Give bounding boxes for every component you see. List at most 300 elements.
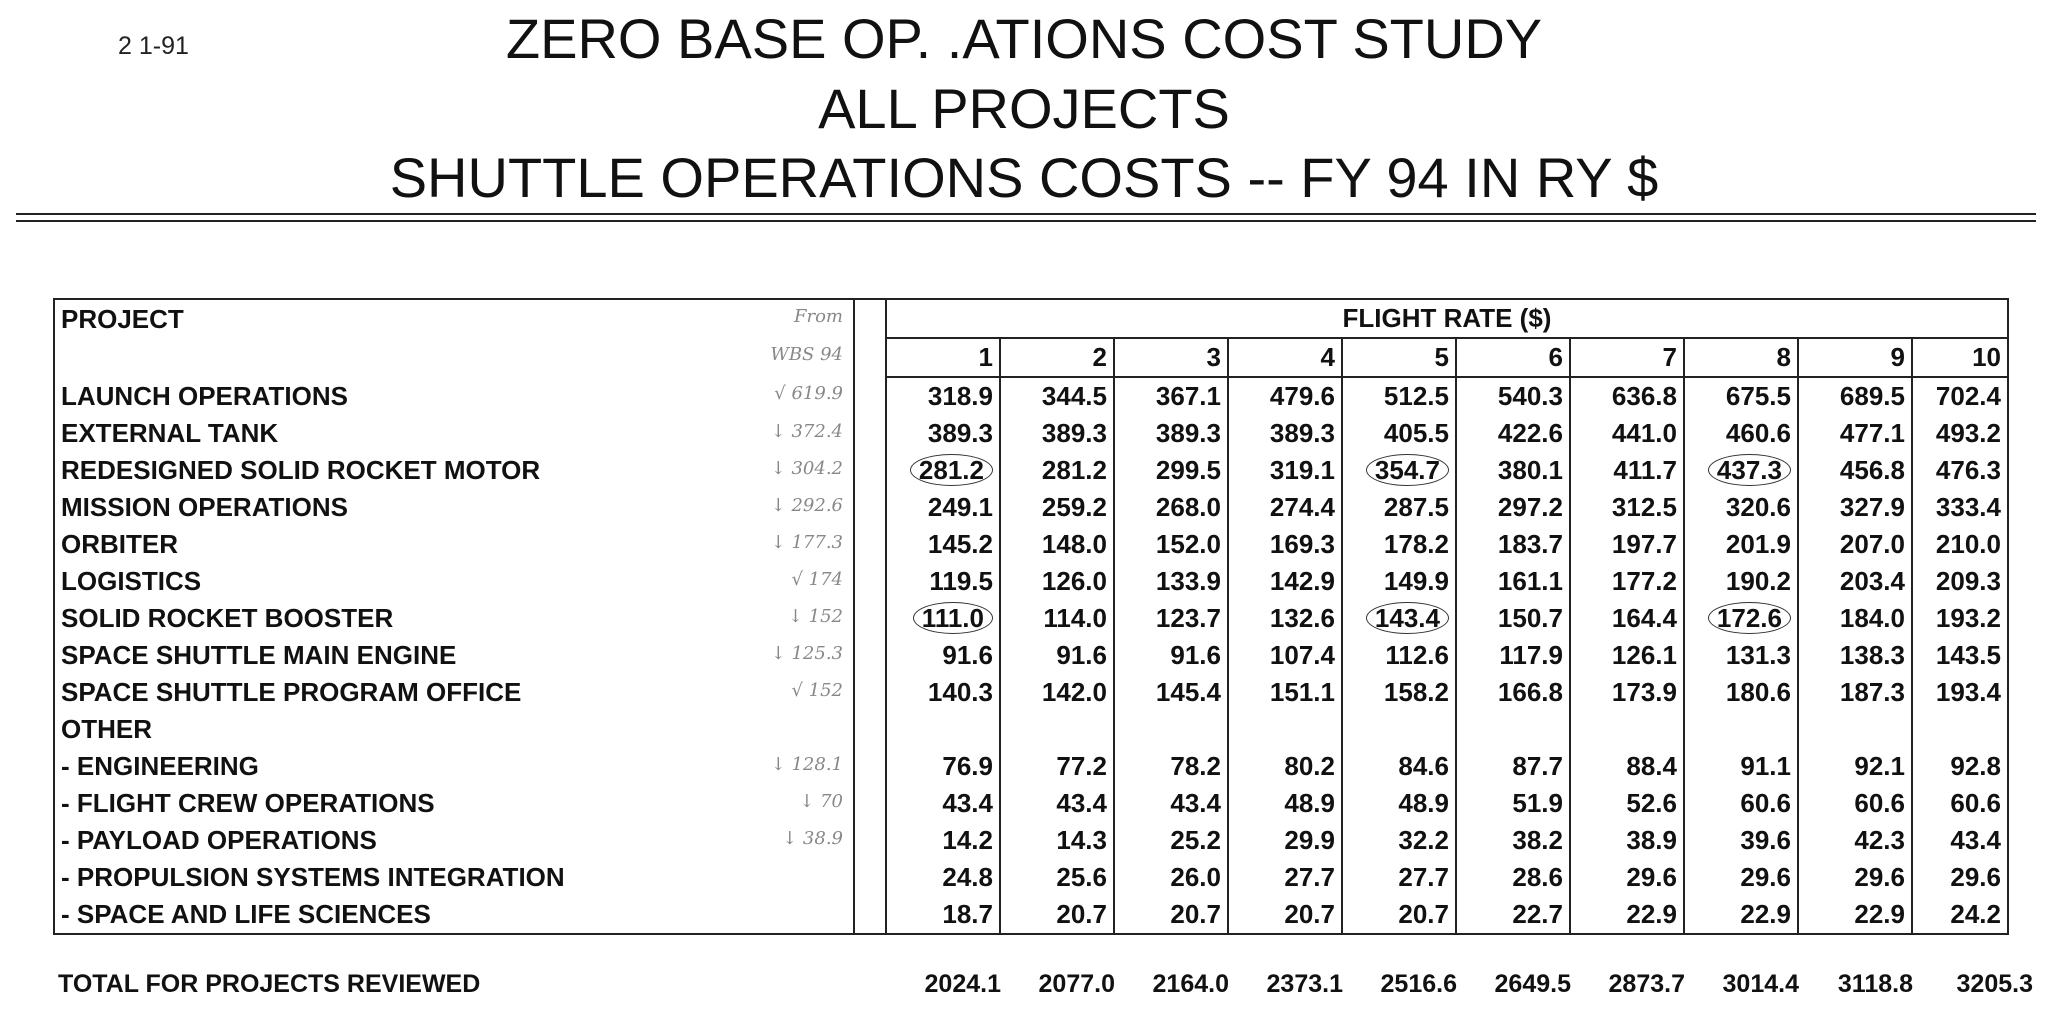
cost-value: 477.1: [1839, 418, 1905, 448]
cost-value: 29.6: [1950, 862, 2001, 892]
cost-cell: [1000, 600, 1114, 637]
table-row: [54, 896, 2008, 934]
cost-cell: [1570, 711, 1684, 748]
cost-value: 22.9: [1854, 899, 1905, 929]
cost-cell: [1912, 711, 2008, 748]
flight-rate-7: 7: [1570, 338, 1684, 377]
project-header-sub: [54, 338, 854, 377]
cost-cell: [1912, 896, 2008, 934]
cost-cell: [1228, 452, 1342, 489]
spacer-cell: [854, 600, 886, 637]
cost-value: 52.6: [1626, 788, 1677, 818]
flight-rate-5: 5: [1342, 338, 1456, 377]
cost-value: 91.6: [942, 640, 993, 670]
cost-value: 22.9: [1626, 899, 1677, 929]
cost-value: 456.8: [1839, 455, 1905, 485]
cost-value: 14.2: [942, 825, 993, 855]
cost-cell: [1570, 526, 1684, 563]
flight-rate-8: 8: [1684, 338, 1798, 377]
cost-cell: [1684, 600, 1798, 637]
spacer-cell: [854, 377, 886, 415]
spacer-cell: [854, 896, 886, 934]
cost-value: 126.1: [1611, 640, 1677, 670]
cost-value: 43.4: [1950, 825, 2001, 855]
cost-cell: [1342, 822, 1456, 859]
flight-rate-4: 4: [1228, 338, 1342, 377]
cost-value: 193.2: [1935, 603, 2001, 633]
cost-cell: [1228, 489, 1342, 526]
cost-value: 209.3: [1935, 566, 2001, 596]
cost-value: 91.6: [1056, 640, 1107, 670]
cost-value: 28.6: [1512, 862, 1563, 892]
cost-value: 297.2: [1497, 492, 1563, 522]
cost-value: 87.7: [1512, 751, 1563, 781]
spacer-cell: [854, 748, 886, 785]
cost-cell: [1798, 563, 1912, 600]
cost-value: 20.7: [1170, 899, 1221, 929]
cost-value: 29.6: [1626, 862, 1677, 892]
cost-cell: [1342, 637, 1456, 674]
cost-value: 14.3: [1056, 825, 1107, 855]
table-row: [54, 489, 2008, 526]
spacer-cell: [854, 563, 886, 600]
cost-cell: [886, 822, 1000, 859]
project-name-label: - FLIGHT CREW OPERATIONS: [61, 788, 435, 818]
cost-cell: [1684, 674, 1798, 711]
cost-cell: [1798, 600, 1912, 637]
cost-value: 636.8: [1611, 381, 1677, 411]
cost-cell: [1000, 785, 1114, 822]
cost-cell: [1570, 674, 1684, 711]
cost-cell: [1912, 674, 2008, 711]
cost-cell: [1342, 415, 1456, 452]
cost-cell: [1228, 859, 1342, 896]
handwritten-annotation: ↓ 304.2: [770, 458, 843, 479]
cost-cell: [1114, 452, 1228, 489]
total-value: 2516.6: [1380, 970, 1457, 998]
cost-value: 512.5: [1383, 381, 1449, 411]
cost-table: [53, 298, 2009, 935]
cost-cell: [1342, 377, 1456, 415]
project-name: [54, 896, 854, 934]
cost-cell: [1798, 489, 1912, 526]
project-name: [54, 600, 854, 637]
spacer-cell: [854, 859, 886, 896]
cost-value: 207.0: [1839, 529, 1905, 559]
cost-cell: [1912, 822, 2008, 859]
cost-cell: [1114, 526, 1228, 563]
cost-cell: [1912, 637, 2008, 674]
cost-value: 152.0: [1155, 529, 1221, 559]
cost-value: 149.9: [1383, 566, 1449, 596]
project-name-label: EXTERNAL TANK: [61, 418, 279, 448]
cost-value: 117.9: [1499, 640, 1563, 670]
cost-cell: [1228, 637, 1342, 674]
cost-value: 131.3: [1725, 640, 1791, 670]
cost-value: 437.3: [1708, 454, 1791, 486]
cost-cell: [1000, 822, 1114, 859]
project-name-label: REDESIGNED SOLID ROCKET MOTOR: [61, 455, 541, 485]
cost-value: 173.9: [1611, 677, 1677, 707]
cost-value: 210.0: [1935, 529, 2001, 559]
project-name-label: OTHER: [61, 714, 152, 744]
cost-cell: [1342, 785, 1456, 822]
cost-value: 493.2: [1935, 418, 2001, 448]
cost-cell: [1114, 489, 1228, 526]
cost-value: 48.9: [1284, 788, 1335, 818]
cost-cell: [1000, 859, 1114, 896]
table-row: [54, 377, 2008, 415]
cost-value: 20.7: [1398, 899, 1449, 929]
cost-cell: [886, 859, 1000, 896]
cost-value: 259.2: [1041, 492, 1107, 522]
cost-cell: [1114, 859, 1228, 896]
cost-value: 140.3: [927, 677, 993, 707]
title-divider-top: [16, 213, 2036, 215]
project-name: [54, 637, 854, 674]
cost-cell: [1798, 822, 1912, 859]
cost-value: 29.6: [1854, 862, 1905, 892]
cost-value: 441.0: [1611, 418, 1677, 448]
cost-value: 22.9: [1740, 899, 1791, 929]
table-row: [54, 785, 2008, 822]
total-value: 3014.4: [1722, 970, 1799, 998]
cost-cell: [1114, 896, 1228, 934]
cost-value: 274.4: [1269, 492, 1335, 522]
cost-cell: [1114, 637, 1228, 674]
cost-value: 180.6: [1725, 677, 1791, 707]
spacer-cell: [854, 415, 886, 452]
cost-value: 319.1: [1269, 455, 1335, 485]
cost-cell: [1570, 563, 1684, 600]
cost-value: 169.3: [1269, 529, 1335, 559]
project-name: [54, 859, 854, 896]
cost-cell: [1456, 637, 1570, 674]
cost-cell: [1456, 674, 1570, 711]
cost-cell: [1798, 637, 1912, 674]
cost-cell: [1000, 452, 1114, 489]
spacer-cell: [854, 299, 886, 338]
document-title: ZERO BASE OP. .ATIONS COST STUDY: [505, 7, 1543, 70]
cost-cell: [1456, 822, 1570, 859]
project-name: [54, 377, 854, 415]
document-subtitle: ALL PROJECTS: [818, 77, 1230, 140]
cost-value: 20.7: [1056, 899, 1107, 929]
cost-cell: [1228, 711, 1342, 748]
spacer-cell: [854, 452, 886, 489]
cost-cell: [1000, 896, 1114, 934]
cost-value: 111.0: [913, 602, 993, 634]
cost-value: 367.1: [1155, 381, 1221, 411]
cost-value: 107.4: [1269, 640, 1335, 670]
cost-value: 138.3: [1839, 640, 1905, 670]
cost-value: 133.9: [1155, 566, 1221, 596]
cost-value: 197.7: [1611, 529, 1677, 559]
header-row-1: [54, 299, 2008, 338]
cost-cell: [886, 526, 1000, 563]
cost-value: 479.6: [1269, 381, 1335, 411]
cost-value: 26.0: [1170, 862, 1221, 892]
cost-value: 25.2: [1170, 825, 1221, 855]
cost-cell: [1000, 526, 1114, 563]
project-header-label: PROJECT: [61, 303, 184, 334]
cost-cell: [886, 600, 1000, 637]
project-name: [54, 489, 854, 526]
total-value: 2077.0: [1038, 970, 1115, 998]
handwritten-annotation: ↓ 177.3: [770, 532, 843, 553]
cost-value: 143.4: [1366, 602, 1449, 634]
cost-cell: [1228, 526, 1342, 563]
cost-value: 27.7: [1284, 862, 1335, 892]
total-value: 2024.1: [924, 970, 1001, 998]
cost-cell: [886, 748, 1000, 785]
total-value: 2164.0: [1152, 970, 1229, 998]
project-name-label: LAUNCH OPERATIONS: [61, 380, 348, 411]
cost-value: 119.5: [929, 566, 993, 596]
cost-value: 29.9: [1284, 825, 1335, 855]
cost-cell: [1456, 377, 1570, 415]
cost-value: 114.0: [1043, 603, 1107, 633]
cost-cell: [1456, 415, 1570, 452]
cost-cell: [1456, 896, 1570, 934]
cost-value: 77.2: [1056, 751, 1107, 781]
cost-value: 389.3: [1155, 418, 1221, 448]
cost-cell: [1912, 785, 2008, 822]
cost-value: 91.6: [1170, 640, 1221, 670]
cost-cell: [1456, 748, 1570, 785]
cost-value: 327.9: [1839, 492, 1905, 522]
project-name: [54, 452, 854, 489]
project-name-label: MISSION OPERATIONS: [61, 492, 348, 522]
cost-cell: [1114, 600, 1228, 637]
cost-cell: [1912, 748, 2008, 785]
flight-rate-9: 9: [1798, 338, 1912, 377]
cost-cell: [1684, 896, 1798, 934]
cost-value: 29.6: [1740, 862, 1791, 892]
cost-value: 78.2: [1170, 751, 1221, 781]
cost-cell: [1912, 563, 2008, 600]
table-row: [54, 674, 2008, 711]
project-name: [54, 822, 854, 859]
cost-cell: [1114, 785, 1228, 822]
project-name: [54, 748, 854, 785]
cost-cell: [1456, 711, 1570, 748]
cost-cell: [1798, 377, 1912, 415]
cost-value: 287.5: [1383, 492, 1449, 522]
cost-cell: [1114, 748, 1228, 785]
cost-cell: [1228, 377, 1342, 415]
cost-value: 126.0: [1041, 566, 1107, 596]
cost-cell: [1228, 674, 1342, 711]
cost-cell: [1570, 415, 1684, 452]
cost-value: 60.6: [1950, 788, 2001, 818]
cost-cell: [1570, 489, 1684, 526]
handwritten-annotation: ↓ 152: [787, 606, 843, 627]
project-name-label: ORBITER: [61, 529, 178, 559]
spacer-cell: [854, 674, 886, 711]
cost-cell: [886, 637, 1000, 674]
table-row: [54, 748, 2008, 785]
project-name-label: SOLID ROCKET BOOSTER: [61, 603, 394, 633]
cost-cell: [1684, 452, 1798, 489]
cost-cell: [1570, 859, 1684, 896]
cost-cell: [1000, 637, 1114, 674]
cost-cell: [1342, 452, 1456, 489]
cost-cell: [1912, 859, 2008, 896]
spacer-cell: [854, 711, 886, 748]
cost-cell: [1342, 526, 1456, 563]
cost-value: 48.9: [1398, 788, 1449, 818]
spacer-cell: [854, 526, 886, 563]
cost-value: 389.3: [1269, 418, 1335, 448]
cost-cell: [1228, 748, 1342, 785]
cost-value: 281.2: [910, 454, 993, 486]
cost-value: 18.7: [942, 899, 993, 929]
cost-value: 112.6: [1385, 640, 1449, 670]
cost-cell: [1114, 711, 1228, 748]
cost-cell: [1456, 563, 1570, 600]
cost-cell: [1228, 896, 1342, 934]
cost-value: 249.1: [927, 492, 993, 522]
cost-value: 201.9: [1725, 529, 1791, 559]
cost-cell: [1000, 563, 1114, 600]
flight-rate-10: 10: [1912, 338, 2008, 377]
cost-cell: [886, 377, 1000, 415]
cost-value: 354.7: [1366, 454, 1449, 486]
project-name-label: - PAYLOAD OPERATIONS: [61, 825, 377, 855]
spacer-cell: [854, 637, 886, 674]
flight-rate-2: 2: [1000, 338, 1114, 377]
cost-cell: [1684, 822, 1798, 859]
project-name: [54, 785, 854, 822]
cost-value: 344.5: [1041, 381, 1107, 411]
cost-value: 25.6: [1056, 862, 1107, 892]
cost-table-body: [54, 377, 2008, 934]
project-name: [54, 563, 854, 600]
annotation-header-wbs: WBS 94: [770, 344, 843, 365]
handwritten-annotation: ↓ 292.6: [770, 495, 843, 516]
total-value: 2873.7: [1608, 970, 1685, 998]
cost-value: 151.1: [1269, 677, 1335, 707]
project-name: [54, 415, 854, 452]
cost-cell: [1456, 489, 1570, 526]
cost-value: 39.6: [1740, 825, 1791, 855]
cost-cell: [1228, 600, 1342, 637]
cost-cell: [1912, 415, 2008, 452]
cost-value: 540.3: [1497, 381, 1563, 411]
cost-cell: [1798, 711, 1912, 748]
cost-value: 177.2: [1611, 566, 1677, 596]
cost-value: 148.0: [1041, 529, 1107, 559]
total-value: 3205.3: [1956, 970, 2033, 998]
project-header: [54, 299, 854, 338]
cost-value: 333.4: [1935, 492, 2001, 522]
table-row: [54, 600, 2008, 637]
document-heading: SHUTTLE OPERATIONS COSTS -- FY 94 IN RY $: [389, 146, 1659, 209]
cost-value: 76.9: [942, 751, 993, 781]
cost-cell: [1684, 748, 1798, 785]
project-name-label: SPACE SHUTTLE MAIN ENGINE: [61, 640, 457, 670]
cost-value: 150.7: [1497, 603, 1563, 633]
cost-cell: [1228, 415, 1342, 452]
flight-rate-1: 1: [886, 338, 1000, 377]
cost-cell: [1798, 415, 1912, 452]
handwritten-annotation: ↓ 125.3: [770, 643, 843, 664]
cost-value: 60.6: [1740, 788, 1791, 818]
cost-value: 84.6: [1398, 751, 1449, 781]
cost-value: 178.2: [1383, 529, 1449, 559]
cost-cell: [1684, 489, 1798, 526]
cost-value: 42.3: [1854, 825, 1905, 855]
cost-value: 91.1: [1740, 751, 1791, 781]
table-row: [54, 563, 2008, 600]
cost-cell: [1342, 748, 1456, 785]
cost-value: 320.6: [1725, 492, 1791, 522]
spacer-cell: [854, 489, 886, 526]
cost-cell: [886, 785, 1000, 822]
cost-cell: [1000, 377, 1114, 415]
cost-cell: [886, 711, 1000, 748]
cost-value: 92.8: [1950, 751, 2001, 781]
cost-cell: [1798, 859, 1912, 896]
handwritten-annotation: √ 174: [791, 569, 843, 590]
handwritten-annotation: ↓ 372.4: [770, 421, 843, 442]
handwritten-annotation: ↓ 128.1: [770, 754, 843, 775]
cost-value: 268.0: [1155, 492, 1221, 522]
cost-cell: [886, 674, 1000, 711]
cost-cell: [1912, 377, 2008, 415]
project-name-label: - PROPULSION SYSTEMS INTEGRATION: [61, 862, 565, 892]
handwritten-annotation: √ 152: [791, 680, 843, 701]
cost-cell: [1114, 563, 1228, 600]
handwritten-annotation: ↓ 70: [799, 791, 843, 812]
cost-cell: [1570, 600, 1684, 637]
table-row: [54, 711, 2008, 748]
cost-value: 389.3: [1041, 418, 1107, 448]
cost-cell: [1912, 452, 2008, 489]
cost-value: 43.4: [1170, 788, 1221, 818]
cost-cell: [1000, 415, 1114, 452]
cost-value: 161.1: [1497, 566, 1563, 596]
cost-value: 312.5: [1611, 492, 1677, 522]
cost-value: 281.2: [1041, 455, 1107, 485]
cost-cell: [1000, 674, 1114, 711]
cost-cell: [886, 415, 1000, 452]
cost-cell: [1000, 489, 1114, 526]
cost-cell: [1456, 785, 1570, 822]
cost-cell: [886, 489, 1000, 526]
cost-cell: [1684, 563, 1798, 600]
project-name-label: - SPACE AND LIFE SCIENCES: [61, 899, 431, 929]
cost-value: 675.5: [1725, 381, 1791, 411]
cost-cell: [1798, 452, 1912, 489]
cost-cell: [1570, 896, 1684, 934]
cost-cell: [1798, 896, 1912, 934]
cost-cell: [1000, 748, 1114, 785]
cost-cell: [886, 896, 1000, 934]
cost-value: 172.6: [1708, 602, 1791, 634]
cost-cell: [1342, 711, 1456, 748]
cost-value: 51.9: [1512, 788, 1563, 818]
cost-value: 164.4: [1611, 603, 1677, 633]
cost-value: 380.1: [1497, 455, 1563, 485]
cost-value: 183.7: [1497, 529, 1563, 559]
total-value: 2373.1: [1266, 970, 1343, 998]
cost-cell: [1912, 489, 2008, 526]
flight-rate-3: 3: [1114, 338, 1228, 377]
cost-cell: [1114, 822, 1228, 859]
cost-cell: [1228, 785, 1342, 822]
